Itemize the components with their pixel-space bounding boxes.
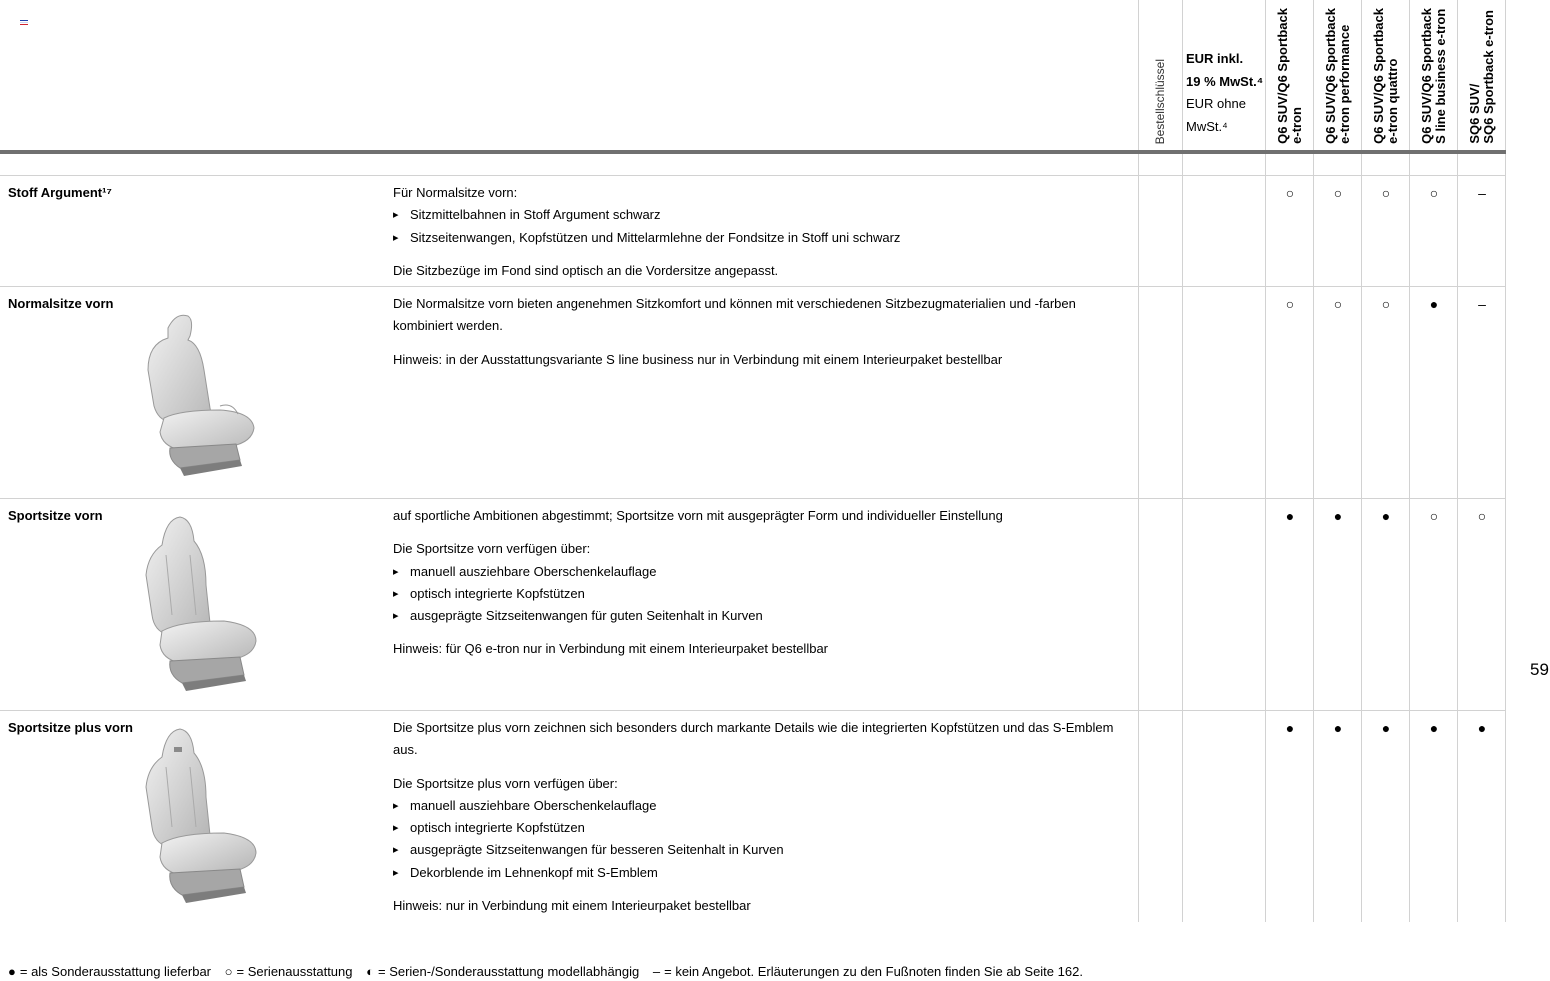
list-item: ▸ ausgeprägte Sitzseitenwangen für guten Seitenhalt in Kurven <box>393 605 1123 627</box>
column-divider <box>1505 0 1506 922</box>
availability-mark: ○ <box>1381 296 1391 312</box>
availability-mark: ○ <box>1285 296 1295 312</box>
availability-mark: ● <box>1381 720 1391 736</box>
availability-mark: ● <box>1333 508 1343 524</box>
row-note: Hinweis: nur in Verbindung mit einem Interieurpaket bestellbar <box>393 898 751 914</box>
availability-mark: ● <box>1429 720 1439 736</box>
legend-optional: = als Sonderausstattung lieferbar <box>19 964 212 979</box>
row-note: Hinweis: für Q6 e-tron nur in Verbindung mit einem Interieurpaket bestellbar <box>393 641 828 657</box>
availability-mark: – <box>1478 296 1486 312</box>
column-divider <box>1361 0 1362 922</box>
legend-none-symbol: – <box>652 964 661 979</box>
list-item: ▸ optisch integrierte Kopfstützen <box>393 817 1123 839</box>
row-intro: Die Normalsitze vorn bieten angenehmen Sitzkomfort und können mit verschiedenen Sitzbezugmaterialien und -farben kombiniert werden. <box>393 296 1076 334</box>
availability-mark: ● <box>1477 720 1487 736</box>
legend-optional-symbol: ● <box>8 964 16 979</box>
availability-mark: ● <box>1333 720 1343 736</box>
row-divider <box>0 710 1506 711</box>
legend-mixed: = Serien-/Sonderausstattung modellabhängig <box>377 964 640 979</box>
row-title: Stoff Argument¹⁷ <box>8 185 112 200</box>
list-item: ▸ ausgeprägte Sitzseitenwangen für besseren Seitenhalt in Kurven <box>393 839 1123 861</box>
row-description <box>393 182 1123 293</box>
header-model-sq6: SQ6 SUV/ SQ6 Sportback e-tron <box>1467 10 1496 144</box>
list-item: ▸ Dekorblende im Lehnenkopf mit S-Emblem <box>393 862 1123 884</box>
availability-mark: ○ <box>1477 508 1487 524</box>
row-intro-2: Die Sportsitze vorn verfügen über: <box>393 541 591 557</box>
list-item: ▸ Sitzmittelbahnen in Stoff Argument schwarz <box>393 204 1123 226</box>
availability-mark: ● <box>1285 720 1295 736</box>
row-divider <box>0 175 1506 176</box>
header-model-q6-etron: Q6 SUV/Q6 Sportback e-tron <box>1275 8 1304 144</box>
price-excl-line2: MwSt.⁴ <box>1186 118 1228 134</box>
row-title: Sportsitze vorn <box>8 508 103 523</box>
header-model-q6-sline: Q6 SUV/Q6 Sportback S line business e-tron <box>1419 8 1448 144</box>
legend-mixed-symbol: ◐ <box>366 964 374 979</box>
sport-plus-seat-image <box>140 727 262 905</box>
row-divider <box>0 498 1506 499</box>
availability-mark: ● <box>1285 508 1295 524</box>
list-item: ▸ optisch integrierte Kopfstützen <box>393 583 1123 605</box>
column-divider <box>1265 0 1266 922</box>
availability-mark: ○ <box>1333 296 1343 312</box>
column-divider <box>1409 0 1410 922</box>
sport-seat-image <box>140 515 262 693</box>
legend-standard-symbol: ○ <box>224 964 233 979</box>
list-item: ▸ Sitzseitenwangen, Kopfstützen und Mittelarmlehne der Fondsitze in Stoff uni schwarz <box>393 227 1123 249</box>
availability-mark: ● <box>1429 296 1439 312</box>
feature-list <box>393 795 1123 884</box>
availability-mark: ○ <box>1429 508 1439 524</box>
legend-standard: = Serienausstattung <box>236 964 353 979</box>
row-intro: Die Sportsitze plus vorn zeichnen sich besonders durch markante Details wie die integrierten Kopfstützen und das S-Emblem aus. <box>393 720 1114 758</box>
header-order-key: Bestellschlüssel <box>1153 58 1167 144</box>
header-model-q6-performance: Q6 SUV/Q6 Sportback e-tron performance <box>1323 8 1352 144</box>
feature-list <box>393 204 1123 249</box>
header-price <box>1186 48 1266 138</box>
list-item: ▸ manuell ausziehbare Oberschenkelauflage <box>393 561 1123 583</box>
page-number: 59 <box>1530 660 1549 679</box>
header-model-q6-quattro: Q6 SUV/Q6 Sportback e-tron quattro <box>1371 8 1400 144</box>
legend <box>8 964 1087 979</box>
price-incl-line1: EUR inkl. <box>1186 51 1244 66</box>
column-divider <box>1457 0 1458 922</box>
row-description <box>393 717 1123 928</box>
availability-mark: ● <box>1381 508 1391 524</box>
row-intro: auf sportliche Ambitionen abgestimmt; Sportsitze vorn mit ausgeprägter Form und individueller Einstellung <box>393 508 1003 523</box>
legend-none: = kein Angebot. Erläuterungen zu den Fußnoten finden Sie ab Seite 162. <box>664 964 1083 979</box>
row-intro-2: Die Sportsitze plus vorn verfügen über: <box>393 775 618 791</box>
row-title: Sportsitze plus vorn <box>8 720 133 735</box>
price-excl-line1: EUR ohne <box>1186 96 1246 111</box>
availability-mark: ○ <box>1333 185 1343 201</box>
availability-mark: ○ <box>1285 185 1295 201</box>
row-note: Die Sitzbezüge im Fond sind optisch an die Vordersitze angepasst. <box>393 262 779 278</box>
column-divider <box>1182 0 1183 922</box>
column-divider <box>1138 0 1139 922</box>
availability-mark: ○ <box>1429 185 1439 201</box>
row-intro: Für Normalsitze vorn: <box>393 185 518 200</box>
price-incl-line2: 19 % MwSt.⁴ <box>1186 73 1264 89</box>
feature-list <box>393 561 1123 628</box>
row-description <box>393 505 1123 672</box>
row-description <box>393 293 1123 382</box>
row-title: Normalsitze vorn <box>8 296 114 311</box>
flag-logo-icon <box>20 20 28 27</box>
header-rule <box>0 150 1506 154</box>
row-note: Hinweis: in der Ausstattungsvariante S line business nur in Verbindung mit einem Interieurpaket bestellbar <box>393 351 1003 367</box>
availability-mark: – <box>1478 185 1486 201</box>
normal-seat-image <box>140 310 260 480</box>
column-divider <box>1313 0 1314 922</box>
availability-mark: ○ <box>1381 185 1391 201</box>
list-item: ▸ manuell ausziehbare Oberschenkelauflage <box>393 795 1123 817</box>
